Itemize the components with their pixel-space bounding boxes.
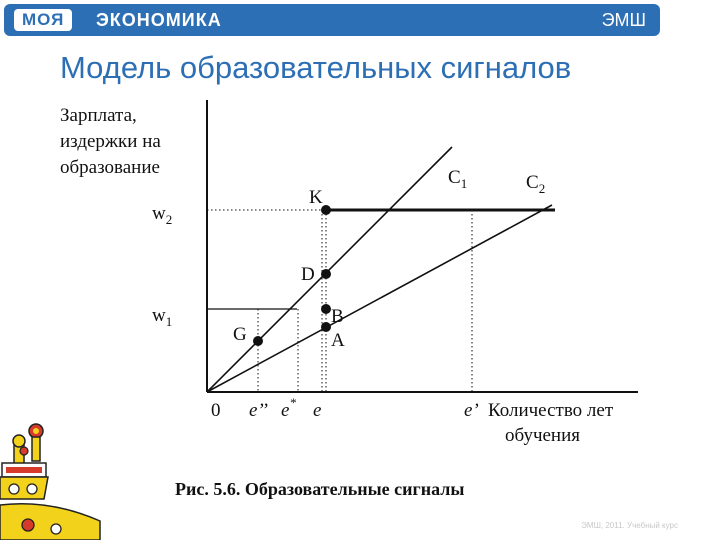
tick-e-prime: e’ — [464, 400, 479, 421]
submarine-mascot — [0, 415, 110, 540]
origin-label: 0 — [211, 400, 221, 421]
logo-emsh: ЭМШ — [601, 10, 646, 30]
point-a — [321, 322, 331, 332]
footer-note: ЭМШ, 2011. Учебный курс — [581, 521, 678, 530]
w1-label: $w_1$ — [152, 305, 173, 329]
y-axis-label-line-3: образование — [60, 157, 160, 178]
y-axis-label-line-1: Зарплата, — [60, 105, 137, 126]
tick-e-star: e* — [281, 395, 296, 421]
logo-moya: МОЯ — [14, 9, 72, 31]
point-b — [321, 304, 331, 314]
point-d-label: D — [301, 264, 315, 285]
point-a-label: A — [331, 330, 345, 351]
slide-title: Модель образовательных сигналов — [60, 50, 572, 85]
c1-label: $C_1$ — [448, 167, 468, 191]
signaling-model-diagram — [40, 92, 640, 512]
header-bar — [4, 4, 660, 36]
x-axis-label-line-2: обучения — [505, 425, 581, 446]
point-g — [253, 336, 263, 346]
tick-e: e — [313, 400, 322, 421]
point-g-label: G — [233, 324, 247, 345]
y-axis-label-line-2: издержки на — [60, 131, 161, 152]
c2-label: $C_2$ — [526, 172, 546, 196]
point-d — [321, 269, 331, 279]
w2-label: $w_2$ — [152, 203, 173, 227]
point-b-label: B — [331, 306, 344, 327]
cost-curve-c1 — [207, 147, 452, 392]
logo-economika: ЭКОНОМИКА — [96, 10, 222, 30]
tick-e-double-prime: e’’ — [249, 400, 268, 421]
figure-caption: Рис. 5.6. Образовательные сигналы — [175, 479, 465, 499]
cost-curve-c2 — [207, 205, 552, 392]
point-k-label: K — [309, 187, 323, 208]
x-axis-label-line-1: Количество лет — [488, 400, 614, 421]
